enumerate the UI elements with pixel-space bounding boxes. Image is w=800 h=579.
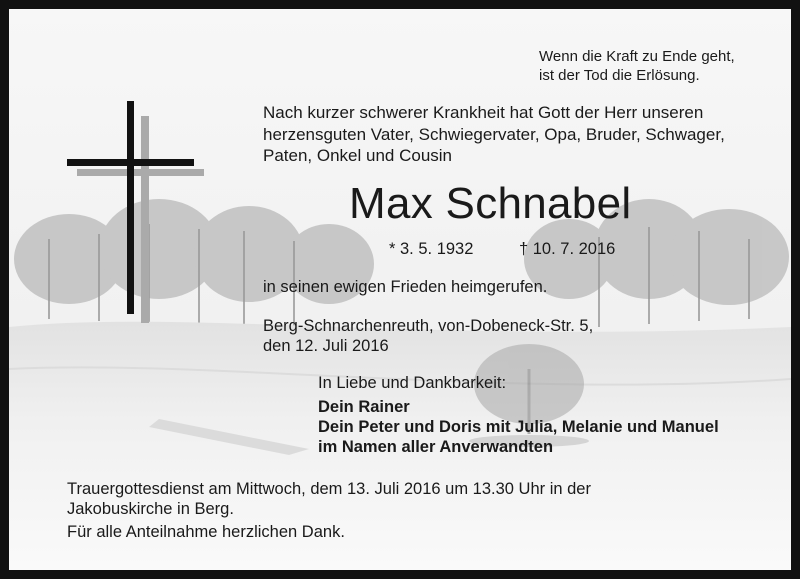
service-info: Trauergottesdienst am Mittwoch, dem 13. Juli 2016 um 13.30 Uhr in der Jakobuskirche in Berg. bbox=[67, 480, 591, 518]
family-signatures: Dein Rainer Dein Peter und Doris mit Julia, Melanie und Manuel im Namen aller Anverwandten bbox=[318, 398, 719, 456]
death-date: † 10. 7. 2016 bbox=[519, 240, 616, 258]
birth-date: * 3. 5. 1932 bbox=[389, 240, 474, 258]
motto-quote: Wenn die Kraft zu Ende geht, ist der Tod die Erlösung. bbox=[539, 48, 735, 84]
peace-text: in seinen ewigen Frieden heimgerufen. bbox=[263, 278, 548, 296]
intro-text: Nach kurzer schwerer Krankheit hat Gott der Herr unseren herzensguten Vater, Schwiegervater, Opa, Bruder, Schwager, Paten, Onkel und Cousin bbox=[263, 103, 725, 165]
address-block: Berg-Schnarchenreuth, von-Dobeneck-Str. 5, den 12. Juli 2016 bbox=[263, 317, 594, 355]
gratitude-text: Für alle Anteilnahme herzlichen Dank. bbox=[67, 523, 345, 541]
thanks-heading: In Liebe und Dankbarkeit: bbox=[318, 374, 507, 392]
deceased-name: Max Schnabel bbox=[349, 179, 632, 228]
cross-icon bbox=[67, 101, 207, 323]
